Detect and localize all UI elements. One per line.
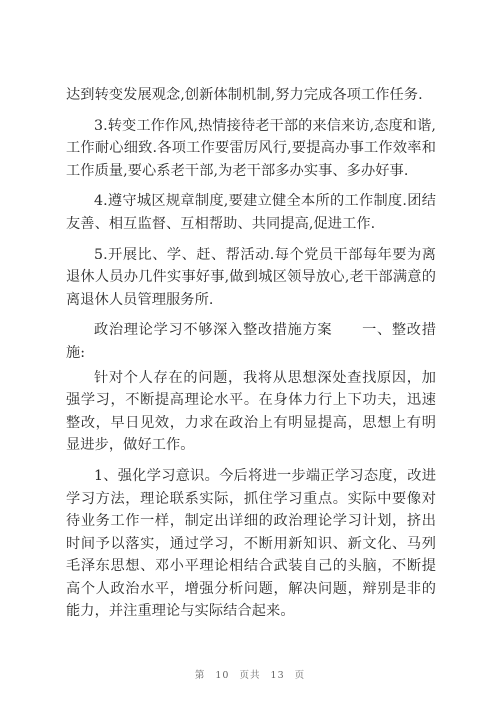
document-body bbox=[66, 84, 436, 623]
footer-page-label: 第 bbox=[194, 670, 206, 681]
paragraph-6: 1、强化学习意识。今后将进一步端正学习态度，改进学习方法，理论联系实际，抓住学习重点。实际中要像对待业务工作一样，制定出详细的政治理论学习计划，挤出时间予以落实，通过学习，不断用新知识、新文化、马列毛泽东思想、邓小平理论相结合武装自己的头脑，不断提高个人政治水平，增强分析问题，解决问题，辩别是非的能力，并注重理论与实际结合起来。 bbox=[66, 467, 436, 620]
footer-page-number: 10 bbox=[215, 670, 230, 681]
page-footer bbox=[0, 667, 500, 681]
paragraph-3: 4.遵守城区规章制度,要建立健全本所的工作制度.团结友善、相互监督、互相帮助、共同提高,促进工作. bbox=[66, 193, 436, 232]
footer-page-end: 页 bbox=[294, 670, 306, 681]
section-heading: 政治理论学习不够深入整改措施方案 一、整改措施: bbox=[66, 322, 436, 361]
footer-page-total: 13 bbox=[270, 670, 285, 681]
paragraph-2: 3.转变工作作风,热情接待老干部的来信来访,态度和谐,工作耐心细致.各项工作要雷厉风行,要提高办事工作效率和工作质量,要心系老干部,为老干部多办实事、多办好事. bbox=[66, 117, 436, 179]
paragraph-5: 针对个人存在的问题，我将从思想深处查找原因，加强学习，不断提高理论水平。在身体力行上下功夫，迅速整改，早日见效，力求在政治上有明显提高，思想上有明显进步，做好工作。 bbox=[66, 369, 436, 454]
paragraph-1: 达到转变发展观念,创新体制机制,努力完成各项工作任务. bbox=[66, 87, 423, 103]
paragraph-4: 5.开展比、学、赶、帮活动.每个党员干部每年要为离退休人员办几件实事好事,做到城区领导放心,老干部满意的离退休人员管理服务所. bbox=[66, 246, 436, 308]
footer-page-mid: 页共 bbox=[239, 670, 261, 681]
